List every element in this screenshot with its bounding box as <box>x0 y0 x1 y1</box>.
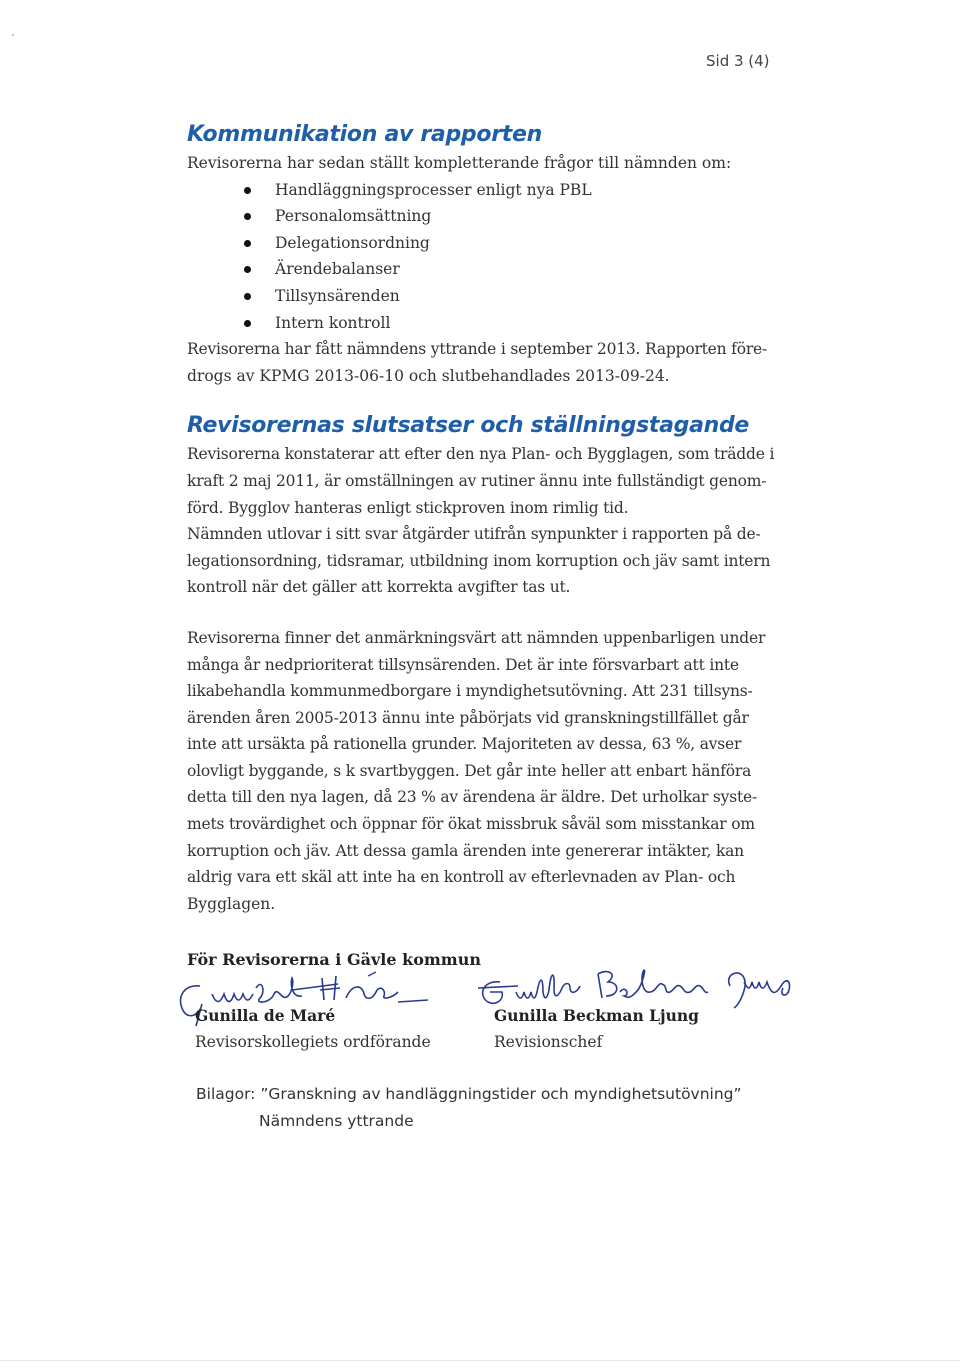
signature-heading: För Revisorerna i Gävle kommun <box>187 950 481 969</box>
list-item: Delegationsordning <box>187 230 787 257</box>
attachments <box>196 1081 742 1135</box>
page-number: Sid 3 (4) <box>706 52 770 70</box>
attachments-line: Nämndens yttrande <box>259 1112 414 1130</box>
text-line: förd. Bygglov hanteras enligt stickproven inom rimlig tid. <box>187 498 629 517</box>
text-line: detta till den nya lagen, då 23 % av ärendena är äldre. Det urholkar syste- <box>187 788 757 807</box>
scan-edge-line <box>0 1360 960 1361</box>
text-line: aldrig vara ett skäl att inte ha en kontroll av efterlevnaden av Plan- och <box>187 868 736 887</box>
text-line: ärenden åren 2005-2013 ännu inte påbörjats vid granskningstillfället går <box>187 708 749 727</box>
section-heading-slutsatser: Revisorernas slutsatser och ställningstagande <box>187 413 750 439</box>
text-line: likabehandla kommunmedborgare i myndighetsutövning. Att 231 tillsyns- <box>187 682 753 701</box>
section-heading-kommunikation: Kommunikation av rapporten <box>187 122 542 147</box>
text-line: kraft 2 maj 2011, är omställningen av rutiner ännu inte fullständigt genom- <box>187 471 767 490</box>
list-item: Handläggningsprocesser enligt nya PBL <box>187 177 787 204</box>
section1-outro-line: drogs av KPMG 2013-06-10 och slutbehandlades 2013-09-24. <box>187 366 670 385</box>
list-item: Ärendebalanser <box>187 256 787 283</box>
text-line: Nämnden utlovar i sitt svar åtgärder utifrån synpunkter i rapporten på de- <box>187 525 761 544</box>
scan-speck <box>12 34 14 36</box>
signatory-right <box>494 1003 699 1055</box>
list-item: Tillsynsärenden <box>187 283 787 310</box>
text-line: kontroll när det gäller att korrekta avgifter tas ut. <box>187 578 571 597</box>
attachments-line: Bilagor: ”Granskning av handläggningstider och myndighetsutövning” <box>196 1085 742 1103</box>
signatory-left <box>195 1003 431 1055</box>
text-line: många år nedprioriterat tillsynsärenden. Det är inte försvarbart att inte <box>187 655 739 674</box>
text-line: olovligt byggande, s k svartbyggen. Det går inte heller att enbart hänföra <box>187 761 752 780</box>
signatory-title: Revisionschef <box>494 1033 603 1051</box>
list-item: Intern kontroll <box>187 310 787 337</box>
section1-intro: Revisorerna har sedan ställt kompletterande frågor till nämnden om: <box>187 154 732 172</box>
text-line: Revisorerna konstaterar att efter den nya Plan- och Bygglagen, som trädde i <box>187 445 775 464</box>
text-line: mets trovärdighet och öppnar för ökat missbruk såväl som misstankar om <box>187 815 755 834</box>
paragraph-anmarkningsvart <box>187 625 787 918</box>
signatory-name: Gunilla Beckman Ljung <box>494 1006 700 1025</box>
section1-outro-line: Revisorerna har fått nämndens yttrande i september 2013. Rapporten före- <box>187 340 768 359</box>
text-line: Bygglagen. <box>187 894 276 913</box>
text-line: korruption och jäv. Att dessa gamla ärenden inte genererar intäkter, kan <box>187 841 744 860</box>
text-line: legationsordning, tidsramar, utbildning inom korruption och jäv samt intern <box>187 551 771 570</box>
paragraph-konstaterar <box>187 441 787 521</box>
paragraph-namnden <box>187 521 787 601</box>
text-line: Revisorerna finner det anmärkningsvärt att nämnden uppenbarligen under <box>187 628 766 647</box>
bullet-list <box>187 177 787 337</box>
signatory-title: Revisorskollegiets ordförande <box>195 1033 431 1051</box>
text-line: inte att ursäkta på rationella grunder. Majoriteten av dessa, 63 %, avser <box>187 735 742 754</box>
list-item: Personalomsättning <box>187 203 787 230</box>
main-content <box>187 120 787 917</box>
signatory-name: Gunilla de Maré <box>195 1006 336 1025</box>
